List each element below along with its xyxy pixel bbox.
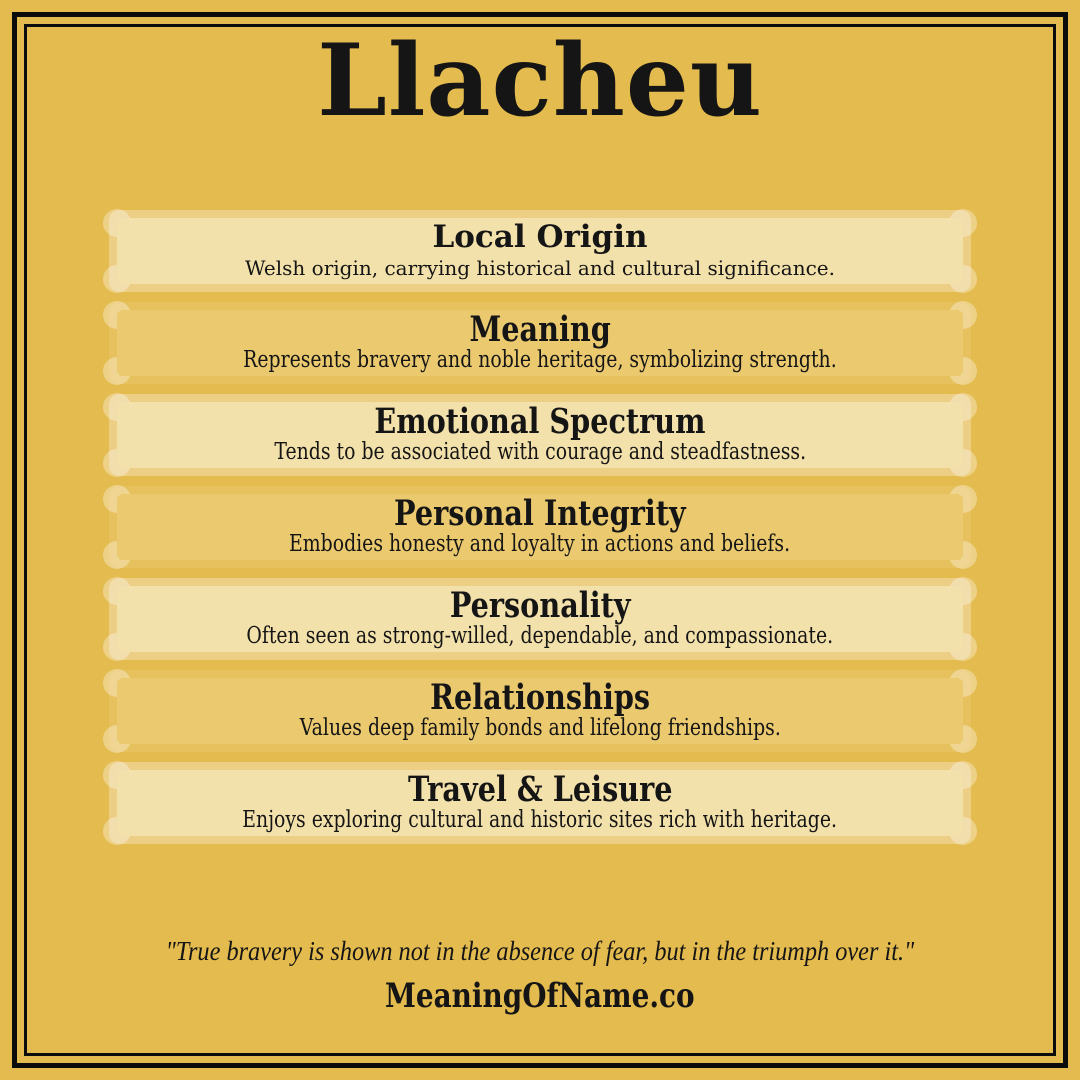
- info-cards-list: [109, 210, 971, 844]
- card-inner-panel: [117, 494, 963, 560]
- card-inner-panel: [117, 770, 963, 836]
- card-description: Values deep family bonds and lifelong friendships.: [299, 715, 781, 741]
- card-relationships: [109, 670, 971, 752]
- card-title: Personality: [449, 585, 631, 626]
- card-description: Tends to be associated with courage and steadfastness.: [274, 439, 806, 465]
- quote-text: "True bravery is shown not in the absence of fear, but in the triumph over it.": [165, 936, 915, 966]
- card-description: Enjoys exploring cultural and historic sites rich with heritage.: [242, 807, 838, 833]
- card-title: Personal Integrity: [394, 493, 686, 534]
- card-description: Represents bravery and noble heritage, symbolizing strength.: [243, 347, 837, 373]
- card-personality: [109, 578, 971, 660]
- card-travel-leisure: [109, 762, 971, 844]
- card-title: Relationships: [430, 677, 650, 718]
- card-title: Meaning: [469, 309, 611, 350]
- card-inner-panel: [117, 218, 963, 284]
- card-description: Embodies honesty and loyalty in actions and beliefs.: [289, 531, 791, 557]
- card-local-origin: [109, 210, 971, 292]
- card-title: Travel & Leisure: [407, 769, 673, 810]
- page-title: Llacheu: [317, 23, 763, 139]
- card-description: Often seen as strong-willed, dependable, and compassionate.: [246, 623, 834, 649]
- brand-footer: MeaningOfName.co: [385, 976, 695, 1016]
- card-title: Local Origin: [432, 219, 648, 255]
- card-inner-panel: [117, 586, 963, 652]
- card-description: Welsh origin, carrying historical and cultural significance.: [245, 255, 835, 280]
- card-personal-integrity: [109, 486, 971, 568]
- card-inner-panel: [117, 678, 963, 744]
- card-title: Emotional Spectrum: [374, 401, 706, 442]
- card-meaning: [109, 302, 971, 384]
- card-inner-panel: [117, 310, 963, 376]
- card-inner-panel: [117, 402, 963, 468]
- card-emotional-spectrum: [109, 394, 971, 476]
